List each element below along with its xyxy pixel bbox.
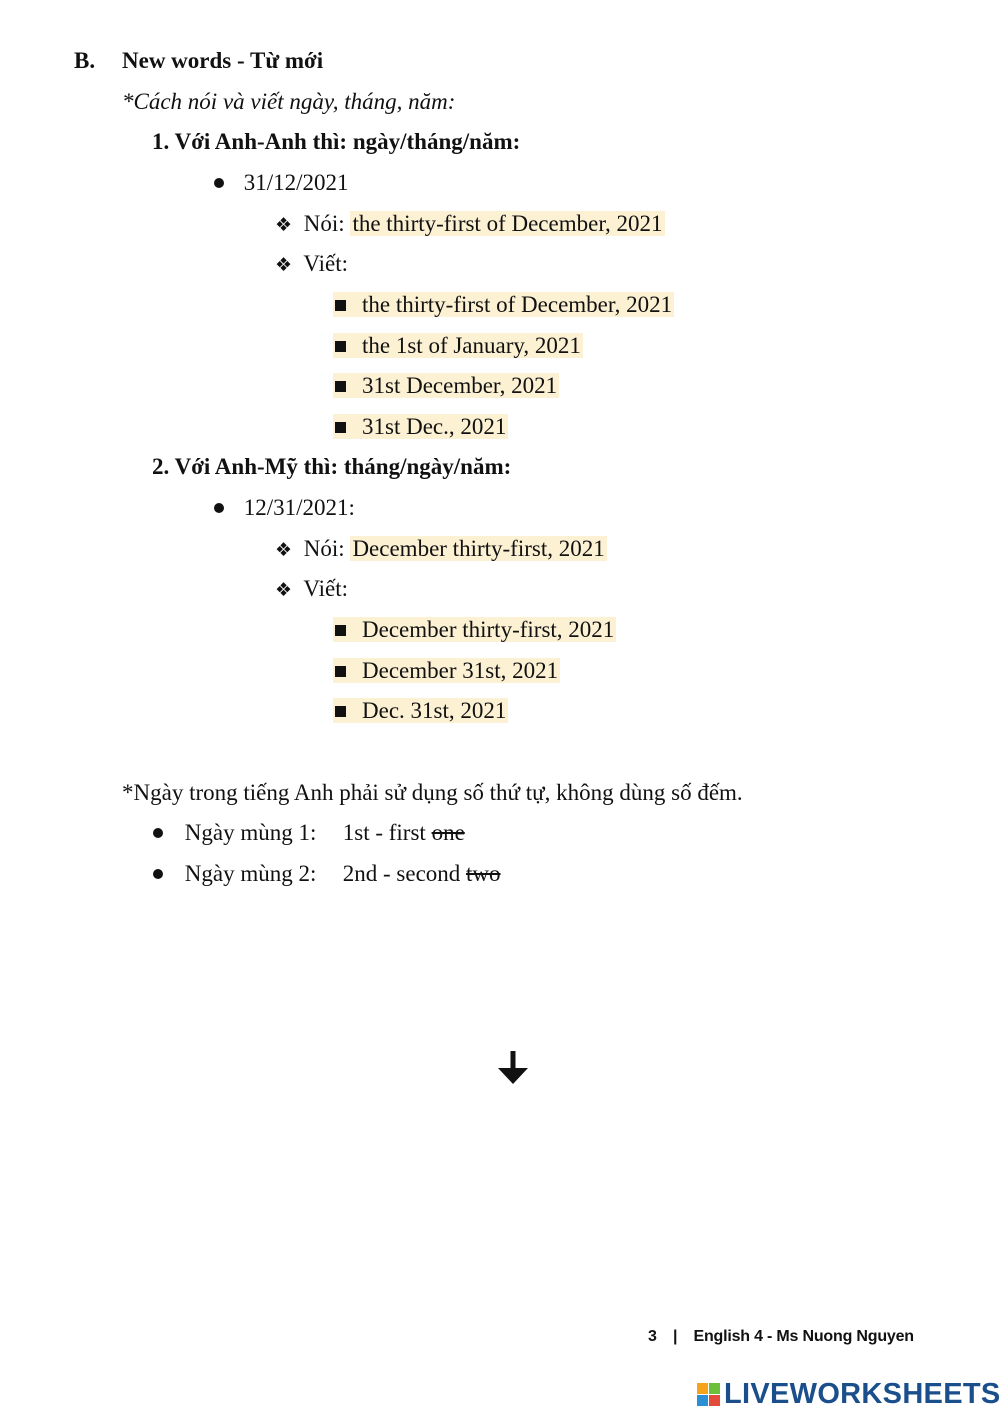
bullet-icon <box>214 178 224 188</box>
us-say-item <box>275 534 607 565</box>
uk-say-item <box>275 209 665 240</box>
uk-date-item <box>214 168 349 198</box>
uk-write-row <box>333 412 508 442</box>
section-intro: *Cách nói và viết ngày, tháng, năm: <box>122 89 456 114</box>
brand-name: LIVEWORKSHEETS <box>724 1377 1000 1410</box>
diamond-bullet-icon: ❖ <box>275 254 293 276</box>
diamond-bullet-icon: ❖ <box>275 214 293 236</box>
uk-write-item <box>275 249 348 280</box>
us-write-row <box>333 696 508 726</box>
us-write-text: December 31st, 2021 <box>362 658 559 683</box>
down-arrow-icon <box>497 1051 529 1085</box>
note-value: 2nd - second <box>342 861 461 886</box>
note-item <box>153 818 465 848</box>
diamond-bullet-icon: ❖ <box>275 579 293 601</box>
uk-write-label: Viết: <box>303 251 348 276</box>
uk-write-text: the thirty-first of December, 2021 <box>362 292 673 317</box>
square-bullet-icon <box>335 666 346 677</box>
logo-tiles-icon <box>697 1383 720 1406</box>
square-bullet-icon <box>335 300 346 311</box>
footer-separator: | <box>672 1328 678 1345</box>
note-label: Ngày mùng 1: <box>184 820 317 845</box>
square-bullet-icon <box>335 625 346 636</box>
uk-write-row <box>333 371 559 401</box>
diamond-bullet-icon: ❖ <box>275 539 293 561</box>
us-heading: 2. Với Anh-Mỹ thì: tháng/ngày/năm: <box>152 454 512 479</box>
square-bullet-icon <box>335 341 346 352</box>
us-say-label: Nói: <box>303 536 345 561</box>
uk-write-text: 31st December, 2021 <box>362 373 558 398</box>
uk-write-row <box>333 290 674 320</box>
page-number: 3 <box>648 1328 657 1345</box>
bullet-icon <box>214 503 224 513</box>
uk-write-text: 31st Dec., 2021 <box>362 414 507 439</box>
bullet-icon <box>153 869 163 879</box>
note-item <box>153 859 501 889</box>
us-write-item <box>275 574 348 605</box>
square-bullet-icon <box>335 422 346 433</box>
us-write-row <box>333 615 616 645</box>
square-bullet-icon <box>335 381 346 392</box>
uk-say-label: Nói: <box>303 211 345 236</box>
note-value: 1st - first <box>342 820 426 845</box>
us-date: 12/31/2021: <box>243 495 355 520</box>
uk-heading: 1. Với Anh-Anh thì: ngày/tháng/năm: <box>152 129 521 154</box>
note-label: Ngày mùng 2: <box>184 861 317 886</box>
section-letter: B. <box>74 48 96 73</box>
section-title: New words - Từ mới <box>122 48 324 73</box>
note-text: *Ngày trong tiếng Anh phải sử dụng số thứ tự, không dùng số đếm. <box>122 780 743 805</box>
note-struck-word: two <box>466 861 501 886</box>
us-write-text: December thirty-first, 2021 <box>362 617 615 642</box>
us-write-label: Viết: <box>303 576 348 601</box>
us-write-row <box>333 656 560 686</box>
us-write-text: Dec. 31st, 2021 <box>362 698 507 723</box>
us-say-value: December thirty-first, 2021 <box>352 536 605 561</box>
uk-write-row <box>333 331 583 361</box>
page-footer <box>648 1328 914 1346</box>
us-date-item <box>214 493 355 523</box>
uk-write-text: the 1st of January, 2021 <box>362 333 581 358</box>
bullet-icon <box>153 828 163 838</box>
note-struck-word: one <box>431 820 465 845</box>
uk-say-value: the thirty-first of December, 2021 <box>352 211 663 236</box>
liveworksheets-logo <box>697 1376 1000 1412</box>
uk-date: 31/12/2021 <box>243 170 349 195</box>
square-bullet-icon <box>335 706 346 717</box>
course-title: English 4 - Ms Nuong Nguyen <box>693 1328 914 1345</box>
